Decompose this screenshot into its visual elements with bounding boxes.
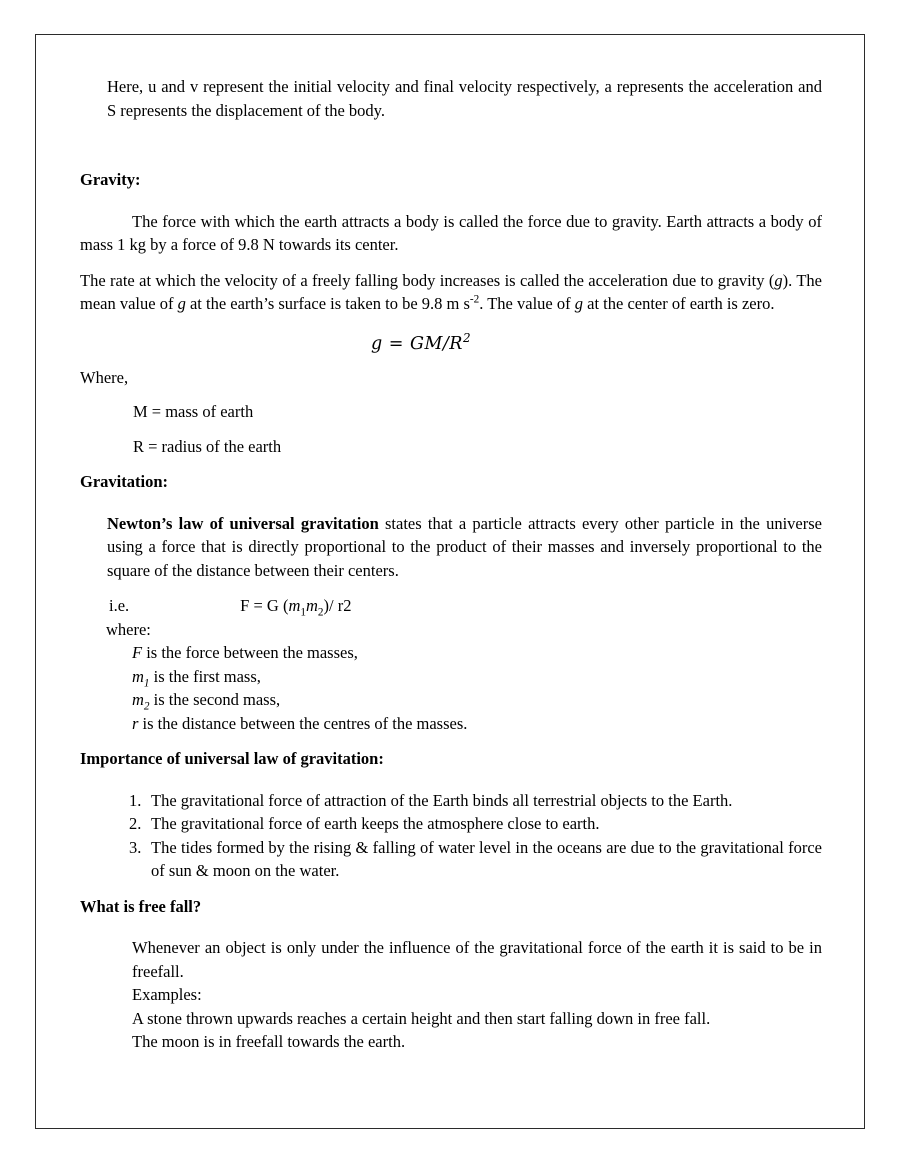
list-item-text: The tides formed by the rising & falling of water level in the oceans are due to the gravitational force of sun & moon on the water. <box>151 837 822 880</box>
list-item: The moon is in freefall towards the earth. <box>132 1032 406 1051</box>
spacer <box>80 359 822 366</box>
gravity-p2-text-3: at the earth’s surface is taken to be 9.8 m s <box>185 294 470 313</box>
gravity-definitions-list <box>80 389 822 458</box>
gravity-p2-text-2: ). The mean value of <box>80 270 822 313</box>
formula-m2: m <box>305 596 318 615</box>
equation-rhs: GM/R <box>409 333 463 354</box>
list-item <box>132 665 822 689</box>
spacer <box>80 192 822 210</box>
formula-m1-subscript: 1 <box>300 606 306 619</box>
list-item: A stone thrown upwards reaches a certain height and then start falling down in free fall. <box>132 1008 711 1028</box>
gravity-p2-text-1: The rate at which the velocity of a freely falling body increases is called the acceleration due to gravity ( <box>80 270 775 290</box>
importance-numbered-list <box>80 789 822 883</box>
list-item: Whenever an object is only under the influence of the gravitational force of the earth it is said to be in freefall. <box>132 938 822 981</box>
formula-suffix: )/ r2 <box>323 596 352 615</box>
gravity-equation <box>80 328 822 359</box>
symbol-glyph: m <box>132 690 144 709</box>
spacer <box>80 883 822 895</box>
ie-label: i.e. <box>109 596 130 615</box>
spacer <box>80 494 822 512</box>
list-item: M = mass of earth <box>133 402 254 421</box>
spacer <box>80 257 822 269</box>
formula-prefix: F = G ( <box>240 596 289 615</box>
spacer <box>80 458 822 470</box>
list-item <box>129 789 822 813</box>
spacer <box>80 771 822 789</box>
symbol-glyph: F <box>132 643 143 662</box>
gravitation-heading: Gravitation: <box>80 472 168 491</box>
gravity-p2-superscript: -2 <box>469 293 480 306</box>
list-item-text: The gravitational force of earth keeps the atmosphere close to earth. <box>151 814 600 833</box>
gravity-p2-italic-3: g <box>574 294 583 313</box>
spacer <box>80 582 822 594</box>
gravity-paragraph-1: The force with which the earth attracts a body is called the force due to gravity. Earth attracts a body of mass 1 kg by a force of 9.8 N towards its center. <box>80 211 822 254</box>
list-item <box>132 641 822 665</box>
list-item-number: 1. <box>129 790 142 810</box>
gravity-p2-italic-2: g <box>177 294 186 313</box>
gravity-p2-text-4: . The value of <box>479 294 575 313</box>
importance-heading: Importance of universal law of gravitation: <box>80 749 384 768</box>
intro-paragraph: Here, u and v represent the initial velocity and final velocity respectively, a represents the acceleration and S represents the displacement of the body. <box>107 77 822 120</box>
newtons-law-paragraph <box>107 512 822 583</box>
list-item: Examples: <box>132 985 202 1004</box>
symbol-glyph: m <box>132 666 144 686</box>
gravitation-where-label: where: <box>106 619 151 639</box>
gravity-p2-text-5: at the center of earth is zero. <box>583 294 775 313</box>
where-label: Where, <box>80 367 129 387</box>
list-item-text: The gravitational force of attraction of the Earth binds all terrestrial objects to the Earth. <box>151 790 733 810</box>
list-item <box>129 812 822 836</box>
gravity-heading: Gravity: <box>80 170 141 189</box>
spacer <box>80 918 822 936</box>
gravity-paragraph-2 <box>80 269 822 316</box>
document-page <box>35 34 865 1129</box>
list-item <box>132 712 822 736</box>
list-item: R = radius of the earth <box>133 436 282 456</box>
formula-m1: m <box>288 596 301 615</box>
spacer <box>80 122 822 168</box>
free-fall-heading: What is free fall? <box>80 896 202 916</box>
formula-m2-subscript: 2 <box>317 606 324 619</box>
equation-equals: = <box>382 333 410 354</box>
gravity-p2-italic-1: g <box>774 270 783 290</box>
symbol-subscript: 1 <box>143 676 150 689</box>
newtons-law-bold: Newton’s law of universal gravitation <box>107 513 379 533</box>
symbol-subscript: 2 <box>143 700 150 713</box>
formula-row <box>109 594 822 618</box>
list-item <box>129 836 822 883</box>
list-item-number: 2. <box>129 814 142 833</box>
list-item <box>132 688 822 712</box>
symbol-glyph: r <box>132 713 139 733</box>
free-fall-lines <box>80 936 822 1054</box>
spacer <box>80 316 822 328</box>
newtons-law-rest: states that a particle attracts every other particle in the universe using a force that is directly proportional to the product of their masses and inversely proportional to the square of the distance between their centers. <box>107 513 822 580</box>
symbol-description: is the second mass, <box>149 690 281 709</box>
equation-lhs: g <box>370 333 383 354</box>
symbol-description: is the distance between the centres of the masses. <box>138 713 468 733</box>
gravitation-symbol-list <box>80 641 822 735</box>
list-item-number: 3. <box>129 837 142 857</box>
spacer <box>80 735 822 747</box>
symbol-description: is the force between the masses, <box>142 643 358 662</box>
equation-rhs-exponent: 2 <box>462 330 472 345</box>
symbol-description: is the first mass, <box>149 666 261 686</box>
document-content <box>80 75 822 1054</box>
